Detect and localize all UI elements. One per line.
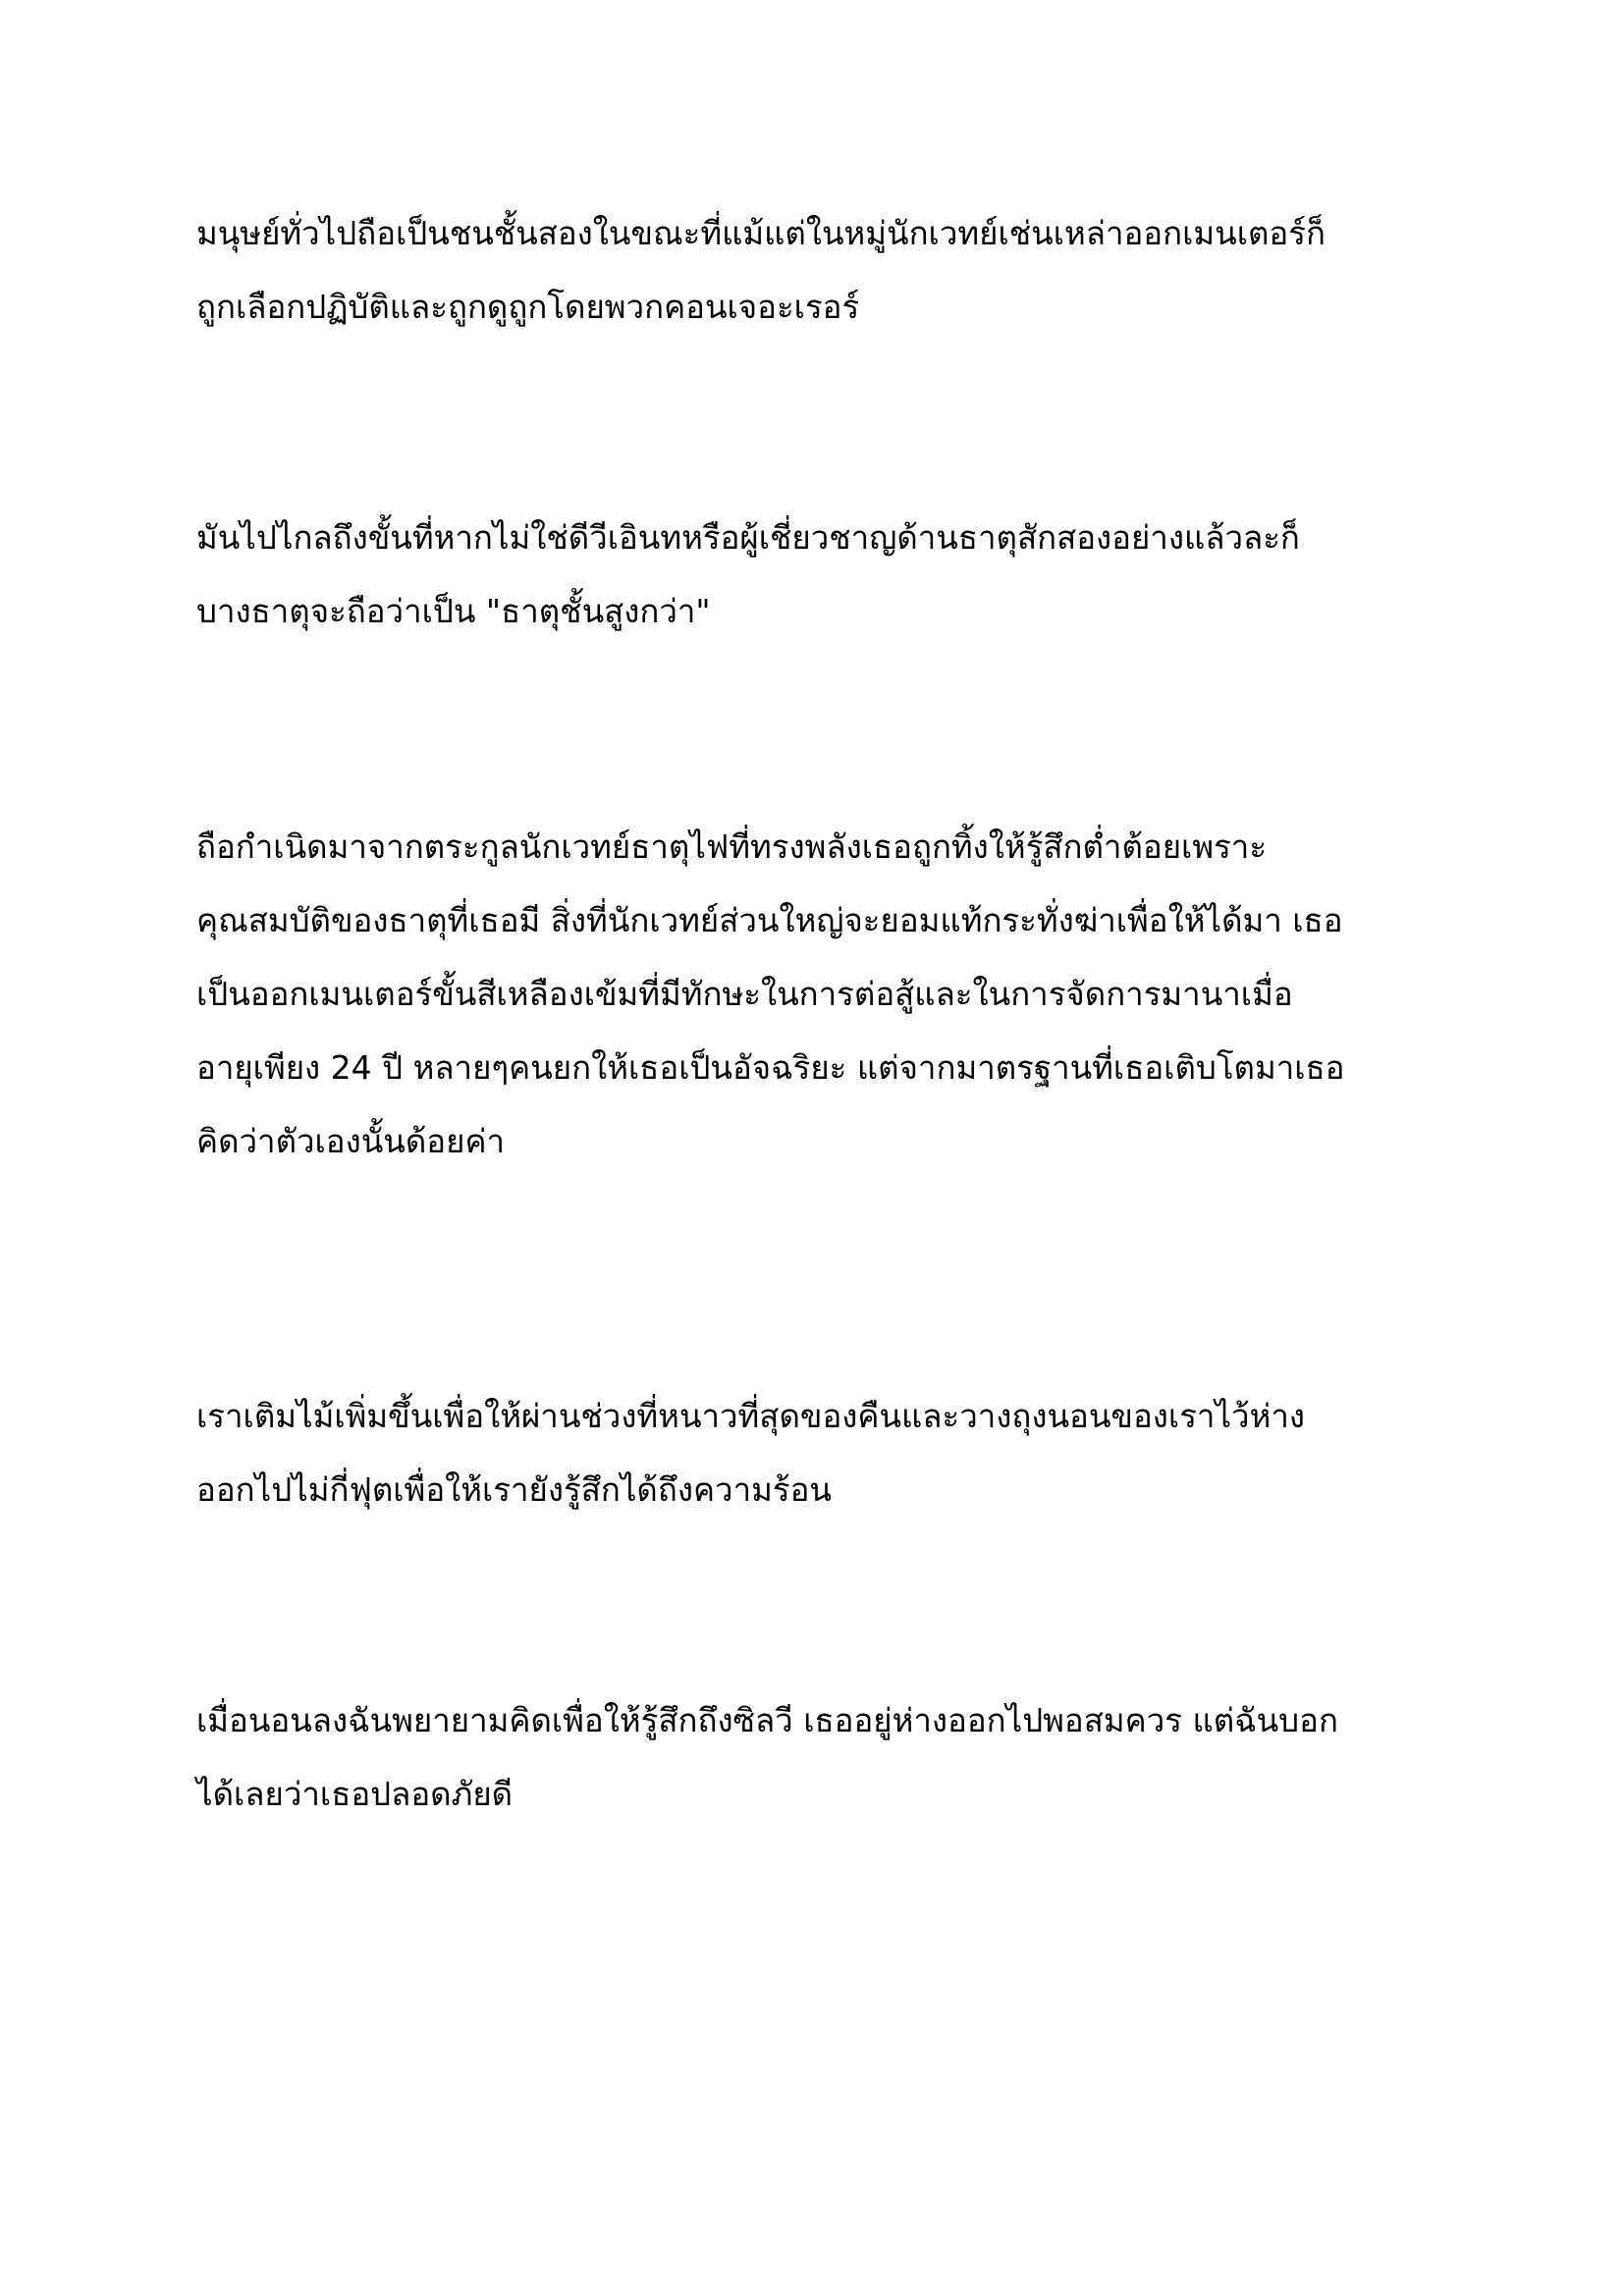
paragraph-line: อายุเพียง 24 ปี หลายๆคนยกให้เธอเป็นอัจฉริยะ แต่จากมาตรฐานที่เธอเติบโตมาเธอ [196,1048,1345,1087]
paragraph-line: ถือกำเนิดมาจากตระกูลนักเวทย์ธาตุไฟที่ทรงพลังเธอถูกทิ้งให้รู้สึกต่ำต้อยเพราะ [196,828,1268,866]
paragraph-line: บางธาตุจะถือว่าเป็น "ธาตุชั้นสูงกว่า" [196,592,711,630]
paragraph-line: เป็นออกเมนเตอร์ขั้นสีเหลืองเข้มที่มีทักษะในการต่อสู้และในการจัดการมานาเมื่อ [196,975,1293,1013]
paragraph-line: ถูกเลือกปฏิบัติและถูกดูถูกโดยพวกคอนเจอะเรอร์ [196,288,860,326]
paragraph-line: เมื่อนอนลงฉันพยายามคิดเพื่อให้รู้สึกถึงซิลวี เธออยู่ห่างออกไปพอสมควร แต่ฉันบอก [196,1701,1338,1739]
paragraph-2 [196,501,1473,648]
paragraph-line: ได้เลยว่าเธอปลอดภัยดี [196,1775,514,1813]
paragraph-line: เราเติมไม้เพิ่มขึ้นเพื่อให้ผ่านช่วงที่หนาวที่สุดของคืนและวางถุงนอนของเราไว้ห่าง [196,1397,1305,1435]
paragraph-line: คิดว่าตัวเองนั้นด้อยค่า [196,1122,506,1160]
paragraph-line: มนุษย์ทั่วไปถือเป็นชนชั้นสองในขณะที่แม้แต่ในหมู่นักเวทย์เช่นเหล่าออกเมนเตอร์ก็ [196,214,1326,252]
paragraph-1 [196,196,1473,344]
paragraph-line: มันไปไกลถึงขั้นที่หากไม่ใช่ดีวีเอินทหรือผู้เชี่ยวชาญด้านธาตุสักสองอย่างแล้วละก็ [196,518,1300,557]
paragraph-5 [196,1683,1473,1831]
paragraph-4 [196,1379,1473,1526]
paragraph-3 [196,810,1473,1178]
paragraph-line: ออกไปไม่กี่ฟุตเพื่อให้เรายังรู้สึกได้ถึงความร้อน [196,1470,832,1509]
paragraph-line: คุณสมบัติของธาตุที่เธอมี สิ่งที่นักเวทย์ส่วนใหญ่จะยอมแท้กระทั่งฆ่าเพื่อให้ได้มา เธอ [196,901,1343,939]
